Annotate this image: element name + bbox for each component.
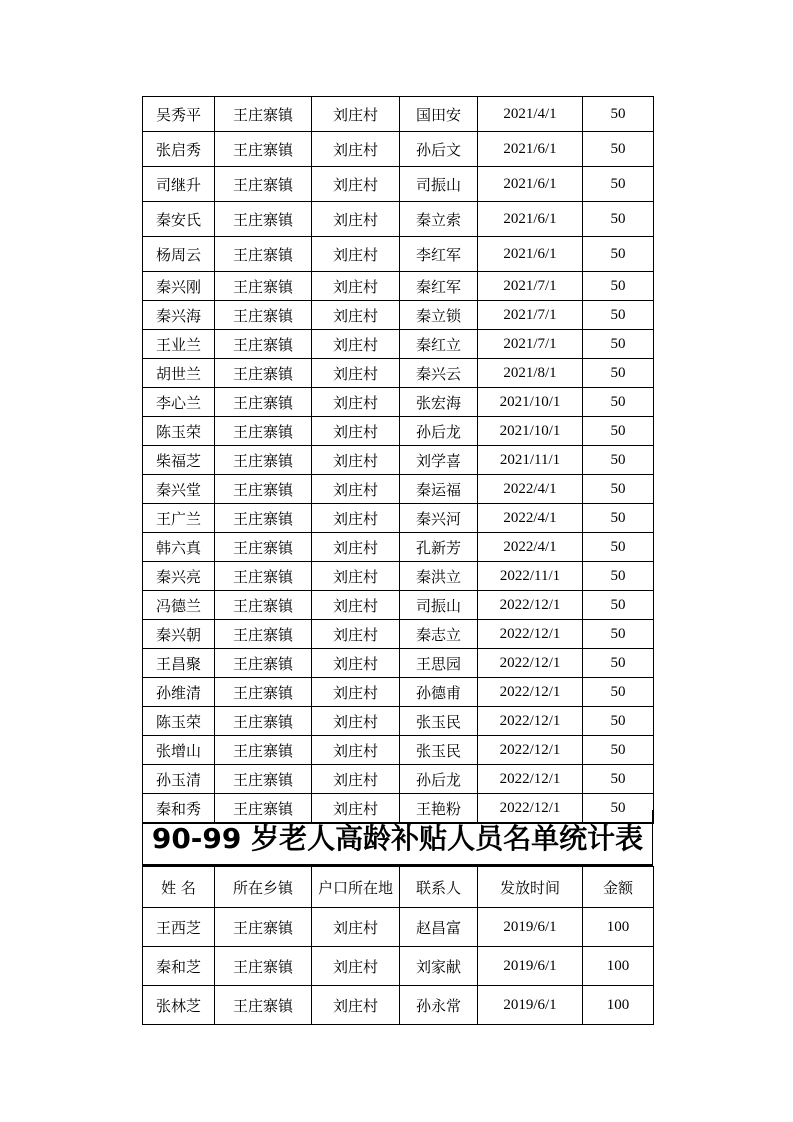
cell-amount: 50 bbox=[583, 475, 654, 504]
cell-amount: 50 bbox=[583, 97, 654, 132]
table-row bbox=[143, 765, 654, 794]
cell-contact: 孙后龙 bbox=[400, 765, 478, 794]
cell-town: 王庄寨镇 bbox=[215, 504, 312, 533]
cell-town: 王庄寨镇 bbox=[215, 132, 312, 167]
cell-name: 司继升 bbox=[143, 167, 215, 202]
cell-contact: 孙德甫 bbox=[400, 678, 478, 707]
cell-amount: 50 bbox=[583, 765, 654, 794]
cell-date: 2019/6/1 bbox=[478, 986, 583, 1025]
table-row bbox=[143, 330, 654, 359]
cell-amount: 50 bbox=[583, 533, 654, 562]
cell-contact: 张宏海 bbox=[400, 388, 478, 417]
cell-date: 2022/12/1 bbox=[478, 591, 583, 620]
table-row bbox=[143, 132, 654, 167]
table-row bbox=[143, 947, 654, 986]
cell-contact: 孔新芳 bbox=[400, 533, 478, 562]
cell-village: 刘庄村 bbox=[312, 562, 400, 591]
cell-town: 王庄寨镇 bbox=[215, 359, 312, 388]
cell-amount: 50 bbox=[583, 446, 654, 475]
header-village: 户口所在地 bbox=[312, 867, 400, 908]
cell-town: 王庄寨镇 bbox=[215, 620, 312, 649]
table-row bbox=[143, 359, 654, 388]
cell-contact: 秦兴河 bbox=[400, 504, 478, 533]
cell-contact: 司振山 bbox=[400, 167, 478, 202]
cell-contact: 张玉民 bbox=[400, 707, 478, 736]
cell-town: 王庄寨镇 bbox=[215, 678, 312, 707]
cell-town: 王庄寨镇 bbox=[215, 97, 312, 132]
cell-contact: 张玉民 bbox=[400, 736, 478, 765]
header-date: 发放时间 bbox=[478, 867, 583, 908]
cell-town: 王庄寨镇 bbox=[215, 301, 312, 330]
cell-village: 刘庄村 bbox=[312, 736, 400, 765]
lower-table bbox=[142, 866, 654, 1025]
cell-contact: 李红军 bbox=[400, 237, 478, 272]
cell-name: 王西芝 bbox=[143, 908, 215, 947]
cell-date: 2021/6/1 bbox=[478, 237, 583, 272]
cell-village: 刘庄村 bbox=[312, 533, 400, 562]
cell-contact: 秦立索 bbox=[400, 202, 478, 237]
cell-date: 2022/4/1 bbox=[478, 504, 583, 533]
cell-contact: 秦洪立 bbox=[400, 562, 478, 591]
cell-contact: 秦红军 bbox=[400, 272, 478, 301]
cell-name: 李心兰 bbox=[143, 388, 215, 417]
cell-amount: 50 bbox=[583, 359, 654, 388]
cell-name: 张增山 bbox=[143, 736, 215, 765]
cell-date: 2019/6/1 bbox=[478, 947, 583, 986]
cell-name: 杨周云 bbox=[143, 237, 215, 272]
cell-name: 王广兰 bbox=[143, 504, 215, 533]
cell-name: 陈玉荣 bbox=[143, 707, 215, 736]
cell-amount: 100 bbox=[583, 986, 654, 1025]
lower-table-body bbox=[143, 867, 654, 1025]
cell-date: 2021/7/1 bbox=[478, 272, 583, 301]
table-row bbox=[143, 388, 654, 417]
upper-table bbox=[142, 96, 654, 824]
cell-village: 刘庄村 bbox=[312, 986, 400, 1025]
cell-village: 刘庄村 bbox=[312, 132, 400, 167]
cell-town: 王庄寨镇 bbox=[215, 765, 312, 794]
table-row bbox=[143, 986, 654, 1025]
cell-amount: 50 bbox=[583, 417, 654, 446]
cell-contact: 王思园 bbox=[400, 649, 478, 678]
table-row bbox=[143, 620, 654, 649]
cell-date: 2022/11/1 bbox=[478, 562, 583, 591]
cell-town: 王庄寨镇 bbox=[215, 533, 312, 562]
cell-village: 刘庄村 bbox=[312, 202, 400, 237]
cell-amount: 50 bbox=[583, 591, 654, 620]
cell-village: 刘庄村 bbox=[312, 908, 400, 947]
cell-town: 王庄寨镇 bbox=[215, 417, 312, 446]
cell-contact: 秦红立 bbox=[400, 330, 478, 359]
cell-amount: 100 bbox=[583, 947, 654, 986]
cell-date: 2022/12/1 bbox=[478, 765, 583, 794]
cell-name: 张启秀 bbox=[143, 132, 215, 167]
cell-name: 韩六真 bbox=[143, 533, 215, 562]
table-row bbox=[143, 707, 654, 736]
cell-village: 刘庄村 bbox=[312, 794, 400, 824]
cell-village: 刘庄村 bbox=[312, 167, 400, 202]
cell-date: 2021/6/1 bbox=[478, 167, 583, 202]
cell-amount: 50 bbox=[583, 167, 654, 202]
cell-amount: 50 bbox=[583, 504, 654, 533]
cell-name: 秦兴海 bbox=[143, 301, 215, 330]
table-row bbox=[143, 417, 654, 446]
cell-amount: 50 bbox=[583, 237, 654, 272]
cell-name: 秦兴朝 bbox=[143, 620, 215, 649]
cell-contact: 孙后龙 bbox=[400, 417, 478, 446]
cell-date: 2021/10/1 bbox=[478, 417, 583, 446]
cell-town: 王庄寨镇 bbox=[215, 330, 312, 359]
cell-contact: 孙后文 bbox=[400, 132, 478, 167]
cell-town: 王庄寨镇 bbox=[215, 947, 312, 986]
cell-amount: 50 bbox=[583, 301, 654, 330]
table-row bbox=[143, 908, 654, 947]
cell-name: 陈玉荣 bbox=[143, 417, 215, 446]
cell-name: 秦安氏 bbox=[143, 202, 215, 237]
cell-date: 2021/6/1 bbox=[478, 132, 583, 167]
table-row bbox=[143, 272, 654, 301]
table-row bbox=[143, 301, 654, 330]
cell-contact: 司振山 bbox=[400, 591, 478, 620]
table-row bbox=[143, 237, 654, 272]
cell-date: 2022/12/1 bbox=[478, 707, 583, 736]
cell-village: 刘庄村 bbox=[312, 504, 400, 533]
cell-village: 刘庄村 bbox=[312, 620, 400, 649]
cell-date: 2021/8/1 bbox=[478, 359, 583, 388]
cell-contact: 孙永常 bbox=[400, 986, 478, 1025]
cell-town: 王庄寨镇 bbox=[215, 908, 312, 947]
cell-amount: 50 bbox=[583, 388, 654, 417]
cell-name: 秦兴亮 bbox=[143, 562, 215, 591]
cell-contact: 刘家献 bbox=[400, 947, 478, 986]
table-row bbox=[143, 736, 654, 765]
cell-town: 王庄寨镇 bbox=[215, 202, 312, 237]
cell-town: 王庄寨镇 bbox=[215, 986, 312, 1025]
table-row bbox=[143, 678, 654, 707]
cell-amount: 50 bbox=[583, 794, 654, 824]
cell-amount: 50 bbox=[583, 272, 654, 301]
cell-village: 刘庄村 bbox=[312, 475, 400, 504]
cell-amount: 50 bbox=[583, 202, 654, 237]
table-row bbox=[143, 446, 654, 475]
header-contact: 联系人 bbox=[400, 867, 478, 908]
cell-village: 刘庄村 bbox=[312, 388, 400, 417]
cell-contact: 王艳粉 bbox=[400, 794, 478, 824]
cell-amount: 50 bbox=[583, 649, 654, 678]
cell-name: 王业兰 bbox=[143, 330, 215, 359]
cell-contact: 国田安 bbox=[400, 97, 478, 132]
cell-town: 王庄寨镇 bbox=[215, 446, 312, 475]
cell-date: 2021/6/1 bbox=[478, 202, 583, 237]
cell-amount: 50 bbox=[583, 678, 654, 707]
cell-amount: 100 bbox=[583, 908, 654, 947]
cell-town: 王庄寨镇 bbox=[215, 388, 312, 417]
cell-amount: 50 bbox=[583, 707, 654, 736]
cell-town: 王庄寨镇 bbox=[215, 167, 312, 202]
cell-name: 秦和芝 bbox=[143, 947, 215, 986]
cell-date: 2022/12/1 bbox=[478, 794, 583, 824]
cell-amount: 50 bbox=[583, 330, 654, 359]
cell-date: 2021/7/1 bbox=[478, 301, 583, 330]
table-row bbox=[143, 167, 654, 202]
cell-name: 秦和秀 bbox=[143, 794, 215, 824]
table-row bbox=[143, 562, 654, 591]
table-header-row bbox=[143, 867, 654, 908]
cell-date: 2022/4/1 bbox=[478, 533, 583, 562]
cell-date: 2022/12/1 bbox=[478, 649, 583, 678]
table-row bbox=[143, 533, 654, 562]
cell-village: 刘庄村 bbox=[312, 649, 400, 678]
cell-village: 刘庄村 bbox=[312, 301, 400, 330]
section-title-box bbox=[142, 810, 653, 866]
cell-name: 秦兴堂 bbox=[143, 475, 215, 504]
cell-village: 刘庄村 bbox=[312, 272, 400, 301]
header-town: 所在乡镇 bbox=[215, 867, 312, 908]
cell-amount: 50 bbox=[583, 132, 654, 167]
cell-name: 冯德兰 bbox=[143, 591, 215, 620]
cell-village: 刘庄村 bbox=[312, 678, 400, 707]
cell-contact: 秦兴云 bbox=[400, 359, 478, 388]
cell-amount: 50 bbox=[583, 620, 654, 649]
cell-amount: 50 bbox=[583, 736, 654, 765]
table-row bbox=[143, 591, 654, 620]
cell-village: 刘庄村 bbox=[312, 237, 400, 272]
cell-village: 刘庄村 bbox=[312, 446, 400, 475]
cell-village: 刘庄村 bbox=[312, 97, 400, 132]
cell-village: 刘庄村 bbox=[312, 330, 400, 359]
cell-contact: 赵昌富 bbox=[400, 908, 478, 947]
cell-name: 胡世兰 bbox=[143, 359, 215, 388]
cell-village: 刘庄村 bbox=[312, 765, 400, 794]
header-amount: 金额 bbox=[583, 867, 654, 908]
cell-date: 2022/4/1 bbox=[478, 475, 583, 504]
cell-town: 王庄寨镇 bbox=[215, 475, 312, 504]
cell-village: 刘庄村 bbox=[312, 707, 400, 736]
cell-contact: 秦志立 bbox=[400, 620, 478, 649]
cell-town: 王庄寨镇 bbox=[215, 591, 312, 620]
cell-name: 柴福芝 bbox=[143, 446, 215, 475]
cell-date: 2022/12/1 bbox=[478, 678, 583, 707]
cell-name: 孙玉清 bbox=[143, 765, 215, 794]
table-row bbox=[143, 97, 654, 132]
cell-town: 王庄寨镇 bbox=[215, 562, 312, 591]
cell-date: 2021/7/1 bbox=[478, 330, 583, 359]
cell-name: 张林芝 bbox=[143, 986, 215, 1025]
cell-date: 2021/4/1 bbox=[478, 97, 583, 132]
cell-town: 王庄寨镇 bbox=[215, 794, 312, 824]
cell-town: 王庄寨镇 bbox=[215, 237, 312, 272]
header-name: 姓 名 bbox=[143, 867, 215, 908]
cell-name: 吴秀平 bbox=[143, 97, 215, 132]
cell-village: 刘庄村 bbox=[312, 591, 400, 620]
table-row bbox=[143, 649, 654, 678]
cell-date: 2021/10/1 bbox=[478, 388, 583, 417]
cell-town: 王庄寨镇 bbox=[215, 707, 312, 736]
cell-village: 刘庄村 bbox=[312, 359, 400, 388]
cell-date: 2021/11/1 bbox=[478, 446, 583, 475]
cell-village: 刘庄村 bbox=[312, 417, 400, 446]
table-row bbox=[143, 504, 654, 533]
cell-date: 2022/12/1 bbox=[478, 736, 583, 765]
cell-village: 刘庄村 bbox=[312, 947, 400, 986]
cell-amount: 50 bbox=[583, 562, 654, 591]
cell-contact: 刘学喜 bbox=[400, 446, 478, 475]
cell-town: 王庄寨镇 bbox=[215, 272, 312, 301]
section-title: 90-99 岁老人高龄补贴人员名单统计表 bbox=[151, 822, 644, 855]
cell-town: 王庄寨镇 bbox=[215, 649, 312, 678]
table-row bbox=[143, 475, 654, 504]
upper-table-body bbox=[143, 97, 654, 824]
cell-name: 王昌聚 bbox=[143, 649, 215, 678]
table-row bbox=[143, 202, 654, 237]
cell-town: 王庄寨镇 bbox=[215, 736, 312, 765]
cell-date: 2019/6/1 bbox=[478, 908, 583, 947]
cell-contact: 秦运福 bbox=[400, 475, 478, 504]
cell-name: 孙维清 bbox=[143, 678, 215, 707]
cell-contact: 秦立锁 bbox=[400, 301, 478, 330]
cell-date: 2022/12/1 bbox=[478, 620, 583, 649]
cell-name: 秦兴刚 bbox=[143, 272, 215, 301]
